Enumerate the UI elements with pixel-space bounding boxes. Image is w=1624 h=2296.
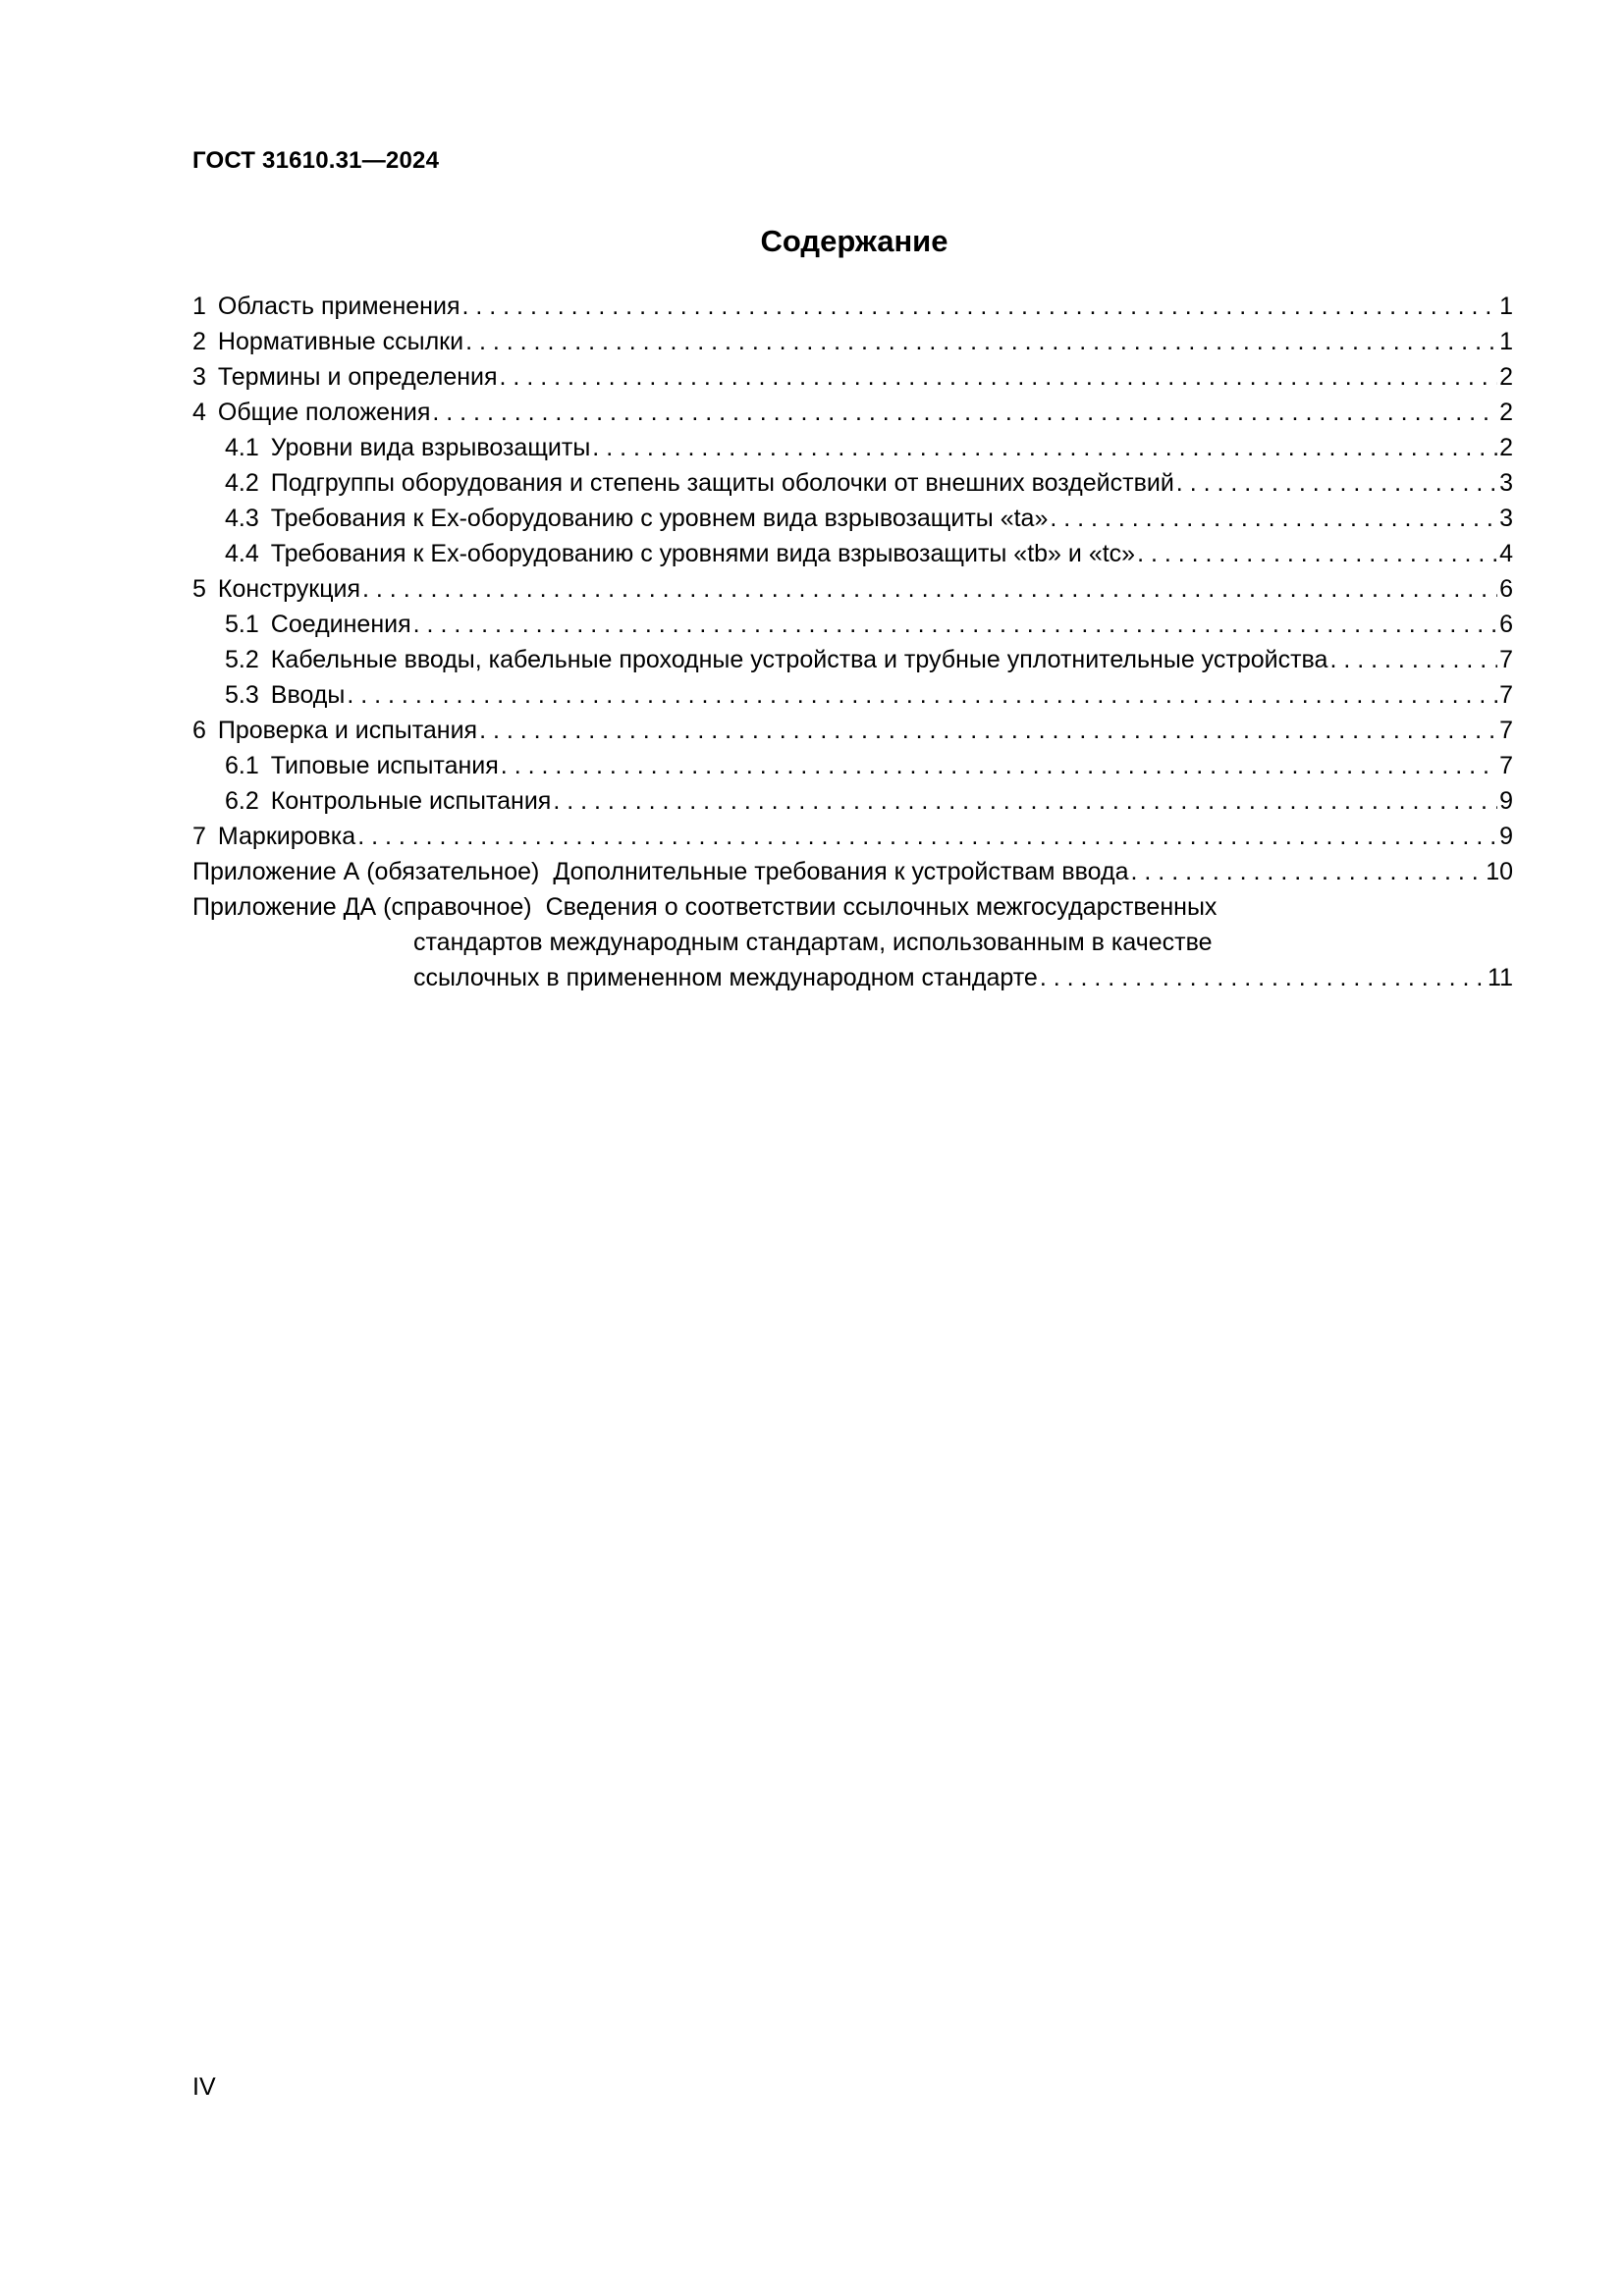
toc-entry-title: Конструкция [217,575,361,603]
toc-entry-number: 4 [192,399,206,426]
toc-entry-number: 5.1 [225,611,259,638]
toc-entry-title: Термины и определения [217,363,498,391]
toc-entry-title: Нормативные ссылки [217,328,464,355]
toc-entry-page: 7 [1499,717,1513,744]
toc-entry[interactable] [192,713,1513,748]
toc-entry-page: 7 [1499,646,1513,673]
leader-dots [592,430,1497,465]
leader-dots [357,819,1497,854]
appendix-a-title: Дополнительные требования к устройствам ввода [553,858,1129,885]
toc-entry[interactable] [192,395,1513,430]
toc-entry[interactable] [192,783,1513,819]
toc-entry-page: 1 [1499,328,1513,355]
toc-entry-title: Контрольные испытания [270,787,552,815]
toc-entry[interactable] [192,677,1513,713]
page-number: IV [192,2073,216,2101]
leader-dots [1131,854,1485,889]
toc-entry[interactable] [192,465,1513,501]
toc-entry[interactable] [192,501,1513,536]
appendix-da-last-line [192,960,1513,995]
toc-entry-page: 2 [1499,434,1513,461]
toc-entry-page: 9 [1499,787,1513,815]
toc-entry-number: 7 [192,823,206,850]
leader-dots [1050,501,1497,536]
toc-entry-page: 7 [1499,681,1513,709]
toc-entry[interactable] [192,642,1513,677]
toc-entry-number: 3 [192,363,206,391]
leader-dots [1040,960,1486,995]
appendix-da-title-line3: ссылочных в примененном международном стандарте [413,964,1038,991]
appendix-da-label: Приложение ДА (справочное) [192,893,532,921]
leader-dots [1137,536,1497,571]
toc-entry-title: Типовые испытания [270,752,499,779]
toc-entry-number: 2 [192,328,206,355]
leader-dots [553,783,1497,819]
leader-dots [362,571,1497,607]
toc-entry-number: 6.1 [225,752,259,779]
toc-entry-page: 9 [1499,823,1513,850]
appendix-a-label: Приложение А (обязательное) [192,858,540,885]
document-code: ГОСТ 31610.31—2024 [192,147,440,174]
toc-entry-number: 5 [192,575,206,603]
appendix-a-page: 10 [1486,858,1513,885]
toc-entry-page: 4 [1499,540,1513,567]
toc-entry-page: 1 [1499,293,1513,320]
leader-dots [479,713,1497,748]
toc-entry[interactable] [192,359,1513,395]
leader-dots [461,289,1497,324]
toc-entry-number: 6 [192,717,206,744]
leader-dots [1176,465,1497,501]
toc-entry-title: Уровни вида взрывозащиты [270,434,591,461]
page-title: Содержание [760,224,948,258]
toc-entry-number: 4.4 [225,540,259,567]
toc-entry-page: 3 [1499,469,1513,497]
leader-dots [465,324,1497,359]
toc-entry[interactable] [192,289,1513,324]
toc-entry[interactable] [192,324,1513,359]
table-of-contents [192,289,1513,995]
leader-dots [347,677,1497,713]
toc-entry-title: Проверка и испытания [217,717,478,744]
toc-entry-title: Требования к Ex-оборудованию с уровнями вида взрывозащиты «tb» и «tc» [270,540,1136,567]
leader-dots [1329,642,1497,677]
toc-entry-title: Вводы [270,681,346,709]
toc-entry-number: 4.1 [225,434,259,461]
toc-entry-title: Подгруппы оборудования и степень защиты оболочки от внешних воздействий [270,469,1174,497]
toc-rows [192,289,1513,854]
toc-entry-title: Требования к Ex-оборудованию с уровнем вида взрывозащиты «ta» [270,505,1049,532]
appendix-da-page: 11 [1488,964,1513,991]
appendix-da-title-line1: Сведения о соответствии ссылочных межгосударственных [545,893,1218,921]
toc-appendix-a[interactable] [192,854,1513,889]
leader-dots [413,607,1497,642]
toc-entry-page: 3 [1499,505,1513,532]
toc-entry-number: 5.3 [225,681,259,709]
toc-entry-number: 6.2 [225,787,259,815]
toc-entry-page: 2 [1499,399,1513,426]
toc-entry-title: Область применения [217,293,460,320]
toc-entry[interactable] [192,571,1513,607]
toc-entry[interactable] [192,819,1513,854]
toc-appendix-da[interactable] [192,889,1513,925]
leader-dots [501,748,1497,783]
leader-dots [500,359,1498,395]
toc-entry[interactable] [192,607,1513,642]
toc-entry-title: Общие положения [217,399,431,426]
toc-entry-title: Маркировка [217,823,356,850]
toc-entry-page: 6 [1499,575,1513,603]
toc-entry-page: 6 [1499,611,1513,638]
appendix-da-title-line2: стандартов международным стандартам, использованным в качестве [413,929,1213,956]
toc-entry-number: 1 [192,293,206,320]
toc-entry-page: 7 [1499,752,1513,779]
leader-dots [432,395,1497,430]
toc-entry-number: 5.2 [225,646,259,673]
toc-entry[interactable] [192,430,1513,465]
toc-entry-title: Соединения [270,611,411,638]
toc-entry-number: 4.2 [225,469,259,497]
toc-entry[interactable] [192,748,1513,783]
toc-entry-number: 4.3 [225,505,259,532]
toc-entry[interactable] [192,536,1513,571]
toc-entry-title: Кабельные вводы, кабельные проходные устройства и трубные уплотнительные устройства [270,646,1328,673]
toc-entry-page: 2 [1499,363,1513,391]
